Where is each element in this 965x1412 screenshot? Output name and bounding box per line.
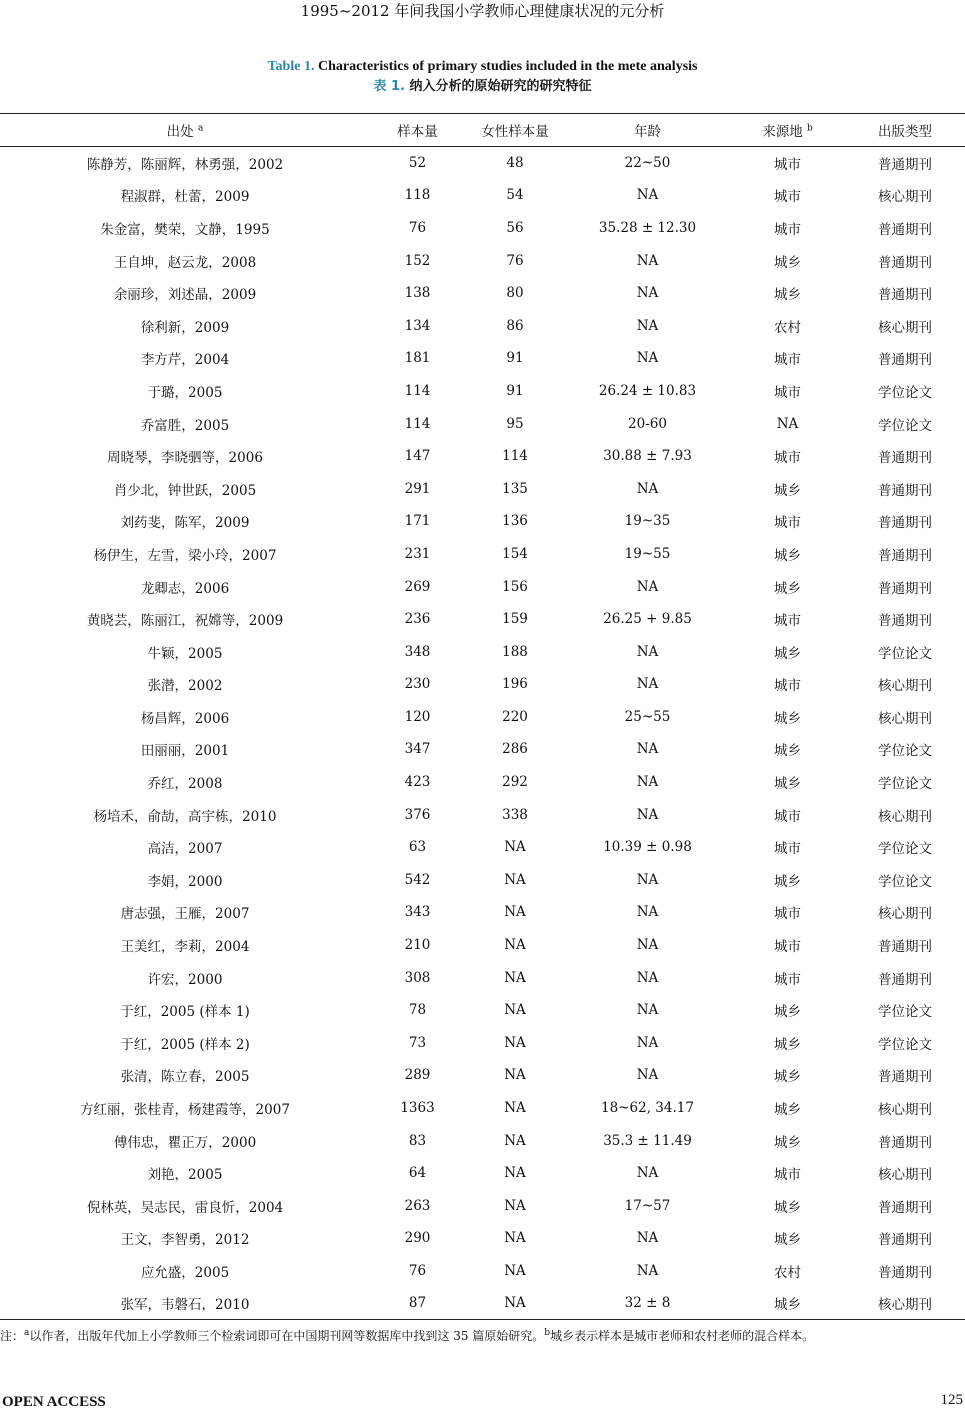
cell-age: NA [636, 1230, 659, 1247]
column-header-label: 年龄 [634, 124, 661, 140]
cell-source: 龙卿志，2006 [140, 580, 230, 597]
cell-female-sample: 54 [506, 187, 524, 204]
cell-publication-type: 普通期刊 [878, 221, 932, 238]
cell-age: NA [636, 741, 659, 758]
cell-source: 应允盛，2005 [140, 1264, 230, 1281]
cell-female-sample: NA [504, 1100, 526, 1117]
cell-sample-size: 291 [404, 480, 431, 497]
table-row [0, 864, 965, 897]
cell-publication-type: 学位论文 [878, 873, 932, 890]
table-row [0, 1287, 965, 1320]
note-sup-a: a [24, 1328, 30, 1338]
cell-origin: 城乡 [774, 254, 801, 271]
cell-origin: 城市 [774, 157, 801, 174]
cell-origin: 城市 [774, 352, 801, 369]
cell-source: 杨培禾，俞劼，高宇栋，2010 [93, 808, 277, 825]
cell-publication-type: 普通期刊 [878, 939, 932, 956]
cell-sample-size: 118 [404, 187, 431, 204]
cell-female-sample: 76 [506, 252, 524, 269]
column-header [370, 114, 465, 147]
studies-table [0, 113, 965, 1320]
table-row [0, 1027, 965, 1060]
cell-source: 朱金富，樊荣，文静，1995 [100, 221, 270, 238]
cell-source: 余丽珍，刘述晶，2009 [113, 287, 257, 304]
cell-age: NA [636, 871, 659, 888]
note-text-b: 城乡表示样本是城市老师和农村老师的混合样本。 [550, 1329, 815, 1343]
cell-origin: 农村 [774, 1264, 801, 1281]
cell-publication-type: 普通期刊 [878, 157, 932, 174]
cell-female-sample: NA [504, 1230, 526, 1247]
cell-sample-size: 210 [404, 937, 431, 954]
cell-female-sample: 48 [506, 155, 524, 172]
cell-sample-size: 236 [404, 611, 431, 628]
cell-publication-type: 核心期刊 [845, 1287, 965, 1320]
cell-age: 26.24 ± 10.83 [598, 382, 697, 399]
cell-age: 19~35 [624, 513, 671, 530]
cell-origin: 城市 [774, 189, 801, 206]
cell-female-sample: 154 [502, 545, 528, 562]
cell-publication-type: 普通期刊 [878, 1134, 932, 1151]
cell-publication-type: 普通期刊 [878, 1232, 932, 1249]
cell-female-sample: NA [504, 937, 526, 954]
table-row [0, 766, 965, 799]
cell-source: 刘艳，2005 [147, 1167, 223, 1184]
cell-age: 22~50 [624, 155, 671, 172]
cell-sample-size: 290 [404, 1230, 431, 1247]
cell-publication-type: 学位论文 [878, 417, 932, 434]
cell-female-sample: 338 [502, 806, 528, 823]
cell-female-sample: NA [504, 1262, 526, 1279]
cell-source: 周晓琴，李晓驷等，2006 [107, 450, 263, 467]
cell-female-sample: NA [504, 1034, 526, 1051]
cell-publication-type: 普通期刊 [878, 1069, 932, 1086]
cell-sample-size: 64 [408, 1165, 427, 1182]
cell-publication-type: 核心期刊 [878, 906, 932, 923]
cell-age: 32 ± 8 [565, 1287, 730, 1320]
note-sup-b: b [544, 1328, 551, 1338]
cell-source: 李方芹，2004 [140, 352, 230, 369]
cell-age: NA [636, 1067, 659, 1084]
cell-sample-size: 263 [404, 1197, 431, 1214]
cell-female-sample: 292 [502, 774, 528, 791]
column-header-footnote-mark: b [807, 123, 813, 134]
cell-publication-type: 学位论文 [878, 645, 932, 662]
column-header [730, 114, 845, 147]
cell-source: 王美红，李莉，2004 [120, 939, 250, 956]
cell-age: NA [636, 904, 659, 921]
cell-age: NA [636, 285, 659, 302]
cell-sample-size: 73 [408, 1034, 427, 1051]
column-header-label: 女性样本量 [481, 124, 549, 140]
cell-female-sample: 188 [502, 643, 528, 660]
cell-publication-type: 普通期刊 [878, 254, 932, 271]
cell-age: NA [636, 1262, 659, 1279]
table-row [0, 1059, 965, 1092]
cell-source: 于璐，2005 [147, 384, 223, 401]
cell-sample-size: 52 [408, 155, 427, 172]
cell-female-sample: 91 [506, 382, 524, 399]
table-row [0, 407, 965, 440]
cell-source: 乔红，2008 [147, 776, 223, 793]
cell-publication-type: 核心期刊 [878, 1167, 932, 1184]
cell-age: NA [636, 1034, 659, 1051]
cell-source: 张潜，2002 [147, 678, 223, 695]
cell-origin: 城市 [774, 841, 801, 858]
cell-origin: 城乡 [774, 287, 801, 304]
cell-source: 陈静芳，陈丽辉，林勇强，2002 [86, 157, 284, 174]
table-row [0, 701, 965, 734]
cell-source: 杨伊生，左雪，梁小玲，2007 [93, 547, 277, 564]
cell-age: NA [636, 252, 659, 269]
table-row [0, 635, 965, 668]
cell-publication-type: 核心期刊 [878, 319, 932, 336]
cell-origin: 城市 [774, 384, 801, 401]
cell-sample-size: 269 [404, 578, 431, 595]
cell-female-sample: NA [504, 1002, 526, 1019]
cell-sample-size: 347 [404, 741, 431, 758]
column-header [565, 114, 730, 147]
cell-age: NA [636, 480, 659, 497]
cell-female-sample: 91 [506, 350, 524, 367]
cell-publication-type: 学位论文 [878, 776, 932, 793]
table-row [0, 472, 965, 505]
cell-sample-size: 230 [404, 676, 431, 693]
cell-sample-size: 114 [404, 382, 431, 399]
table-row [0, 1157, 965, 1190]
cell-origin: 城乡 [774, 1232, 801, 1249]
cell-age: 20-60 [628, 415, 667, 432]
cell-sample-size: 542 [404, 871, 431, 888]
cell-sample-size: 181 [404, 350, 431, 367]
cell-publication-type: 普通期刊 [878, 580, 932, 597]
table-row [0, 309, 965, 342]
cell-age: NA [636, 937, 659, 954]
cell-female-sample: NA [504, 1197, 526, 1214]
table-row [0, 668, 965, 701]
cell-source: 许宏，2000 [147, 971, 223, 988]
cell-age: NA [636, 774, 659, 791]
cell-female-sample: NA [504, 1067, 526, 1084]
cell-sample-size: 76 [408, 1262, 427, 1279]
cell-age: NA [636, 350, 659, 367]
cell-age: NA [636, 806, 659, 823]
column-header-footnote-mark: a [197, 123, 204, 134]
table-row [0, 1255, 965, 1288]
cell-origin: 城乡 [774, 1004, 801, 1021]
cell-age: NA [636, 1165, 659, 1182]
caption-en-title: Characteristics of primary studies included in the mete analysis [317, 59, 698, 74]
cell-source: 程淑群，杜蕾，2009 [120, 189, 250, 206]
cell-sample-size: 348 [404, 643, 431, 660]
cell-age: NA [636, 643, 659, 660]
cell-female-sample: 135 [502, 480, 528, 497]
cell-source: 徐利新，2009 [140, 319, 230, 336]
studies-table-container [0, 113, 965, 1320]
cell-age: 35.3 ± 11.49 [603, 1132, 692, 1149]
cell-female-sample: 136 [502, 513, 528, 530]
cell-age: 30.88 ± 7.93 [603, 448, 692, 465]
cell-source: 乔富胜，2005 [140, 417, 230, 434]
cell-source: 田丽丽，2001 [140, 743, 230, 760]
cell-publication-type: 普通期刊 [878, 287, 932, 304]
cell-sample-size: 78 [408, 1002, 427, 1019]
cell-publication-type: 普通期刊 [878, 482, 932, 499]
cell-sample-size: 63 [408, 839, 427, 856]
cell-publication-type: 核心期刊 [878, 678, 932, 695]
cell-source: 王自坤，赵云龙，2008 [113, 254, 257, 271]
cell-female-sample: 286 [502, 741, 528, 758]
running-title: 1995~2012 年间我国小学教师心理健康状况的元分析 [300, 2, 665, 20]
cell-origin: 城乡 [774, 645, 801, 662]
cell-source: 牛颖，2005 [147, 645, 223, 662]
cell-origin: 城市 [774, 1167, 801, 1184]
column-header [465, 114, 565, 147]
cell-source: 肖少北，钟世跃，2005 [113, 482, 257, 499]
table-row [0, 342, 965, 375]
cell-origin: 城乡 [774, 776, 801, 793]
note-text-a: 以作者，出版年代加上小学教师三个检索词即可在中国期刊网等数据库中找到这 35 篇原始研究。 [29, 1329, 545, 1343]
cell-age: 25~55 [624, 708, 671, 725]
table-row [0, 179, 965, 212]
cell-age: NA [636, 187, 659, 204]
cell-publication-type: 普通期刊 [878, 515, 932, 532]
cell-sample-size: 134 [404, 317, 431, 334]
cell-sample-size: 138 [404, 285, 431, 302]
cell-publication-type: 学位论文 [878, 1036, 932, 1053]
cell-publication-type: 核心期刊 [878, 808, 932, 825]
cell-female-sample: 156 [502, 578, 528, 595]
open-access-label: OPEN ACCESS [2, 1394, 106, 1410]
cell-age: 19~55 [624, 545, 671, 562]
cell-origin: 城市 [774, 678, 801, 695]
cell-publication-type: 学位论文 [878, 1004, 932, 1021]
cell-source: 于红，2005 (样本 2) [120, 1036, 250, 1053]
column-header-label: 来源地 [762, 124, 803, 140]
cell-origin: 城乡 [774, 482, 801, 499]
cell-female-sample: 220 [502, 708, 528, 725]
table-body [0, 147, 965, 1320]
cell-sample-size: 308 [404, 969, 431, 986]
cell-female-sample: NA [504, 1165, 526, 1182]
cell-age: NA [636, 676, 659, 693]
cell-source: 唐志强，王雁，2007 [120, 906, 250, 923]
cell-publication-type: 普通期刊 [878, 352, 932, 369]
cell-origin: NA [776, 415, 799, 432]
cell-source: 于红，2005 (样本 1) [120, 1004, 250, 1021]
table-row [0, 440, 965, 473]
cell-sample-size: 343 [404, 904, 431, 921]
cell-sample-size: 152 [404, 252, 431, 269]
cell-origin: 城市 [774, 939, 801, 956]
table-row [0, 212, 965, 245]
cell-female-sample: 56 [506, 219, 524, 236]
cell-source: 高洁，2007 [147, 841, 223, 858]
column-header-label: 出处 [166, 124, 194, 140]
cell-origin: 城乡 [774, 547, 801, 564]
cell-female-sample: NA [504, 839, 526, 856]
table-row [0, 570, 965, 603]
column-header [845, 114, 965, 147]
cell-female-sample: NA [465, 1287, 565, 1320]
cell-origin: 城市 [774, 450, 801, 467]
cell-publication-type: 学位论文 [878, 384, 932, 401]
cell-publication-type: 核心期刊 [878, 189, 932, 206]
table-row [0, 147, 965, 180]
page-number: 125 [940, 1392, 963, 1408]
cell-age: 17~57 [624, 1197, 671, 1214]
cell-publication-type: 普通期刊 [878, 1199, 932, 1216]
cell-source: 杨昌辉，2006 [140, 710, 230, 727]
cell-sample-size: 83 [408, 1132, 427, 1149]
cell-sample-size: 171 [404, 513, 431, 530]
cell-publication-type: 普通期刊 [878, 547, 932, 564]
cell-source: 张军，韦磐石，2010 [0, 1287, 370, 1320]
table-row [0, 961, 965, 994]
table-row [0, 929, 965, 962]
cell-age: NA [636, 969, 659, 986]
cell-age: NA [636, 578, 659, 595]
cell-publication-type: 学位论文 [878, 841, 932, 858]
cell-sample-size: 289 [404, 1067, 431, 1084]
cell-sample-size: 147 [404, 448, 431, 465]
cell-origin: 城市 [774, 221, 801, 238]
table-row [0, 505, 965, 538]
table-row [0, 603, 965, 636]
cell-sample-size: 114 [404, 415, 431, 432]
cell-origin: 城乡 [774, 873, 801, 890]
cell-sample-size: 1363 [400, 1100, 435, 1117]
table-row [0, 994, 965, 1027]
cell-female-sample: 114 [502, 448, 528, 465]
cell-sample-size: 376 [404, 806, 431, 823]
cell-origin: 城乡 [774, 1134, 801, 1151]
cell-age: 35.28 ± 12.30 [598, 219, 697, 236]
table-row [0, 538, 965, 571]
cell-female-sample: NA [504, 904, 526, 921]
table-row [0, 1190, 965, 1223]
cell-publication-type: 核心期刊 [878, 710, 932, 727]
cell-origin: 城乡 [774, 743, 801, 760]
cell-female-sample: NA [504, 969, 526, 986]
cell-source: 黄晓芸，陈丽江，祝嫦等，2009 [86, 613, 284, 630]
cell-female-sample: 159 [502, 611, 528, 628]
cell-origin: 城乡 [730, 1287, 845, 1320]
cell-female-sample: NA [504, 1132, 526, 1149]
cell-age: 10.39 ± 0.98 [603, 839, 692, 856]
caption-zh-title: 纳入分析的原始研究的研究特征 [409, 79, 592, 94]
cell-source: 傅伟忠，瞿正万，2000 [113, 1134, 257, 1151]
cell-origin: 城市 [774, 613, 801, 630]
table-row [0, 375, 965, 408]
cell-female-sample: 86 [506, 317, 524, 334]
cell-origin: 城市 [774, 971, 801, 988]
cell-origin: 城乡 [774, 710, 801, 727]
cell-origin: 城乡 [774, 580, 801, 597]
cell-source: 王文，李智勇，2012 [120, 1232, 250, 1249]
cell-origin: 农村 [774, 319, 801, 336]
note-prefix: 注： [0, 1329, 25, 1343]
cell-source: 张清，陈立春，2005 [120, 1069, 250, 1086]
table-row [0, 798, 965, 831]
cell-source: 李娟，2000 [147, 873, 223, 890]
cell-female-sample: 80 [506, 285, 524, 302]
cell-publication-type: 普通期刊 [878, 450, 932, 467]
cell-origin: 城市 [774, 906, 801, 923]
table-row [0, 244, 965, 277]
cell-sample-size: 76 [408, 219, 427, 236]
cell-age: NA [636, 317, 659, 334]
cell-publication-type: 普通期刊 [878, 971, 932, 988]
table-caption-en [0, 58, 965, 76]
caption-en-label: Table 1. [267, 59, 315, 74]
table-header-row [0, 114, 965, 147]
cell-female-sample: NA [504, 871, 526, 888]
cell-sample-size: 423 [404, 774, 431, 791]
table-row [0, 831, 965, 864]
cell-publication-type: 学位论文 [878, 743, 932, 760]
cell-age: NA [636, 1002, 659, 1019]
table-row [0, 733, 965, 766]
cell-source: 方红丽，张桂青，杨建霞等，2007 [80, 1102, 290, 1119]
cell-age: 18~62, 34.17 [601, 1100, 694, 1117]
cell-sample-size: 120 [404, 708, 431, 725]
table-row [0, 1124, 965, 1157]
table-row [0, 896, 965, 929]
cell-origin: 城市 [774, 515, 801, 532]
cell-publication-type: 核心期刊 [878, 1102, 932, 1119]
cell-origin: 城乡 [774, 1069, 801, 1086]
cell-age: 26.25 + 9.85 [603, 611, 692, 628]
cell-publication-type: 普通期刊 [878, 613, 932, 630]
cell-origin: 城乡 [774, 1199, 801, 1216]
table-note [0, 1327, 965, 1345]
cell-sample-size: 231 [404, 545, 431, 562]
cell-source: 刘药斐，陈军，2009 [120, 515, 250, 532]
cell-female-sample: 95 [506, 415, 524, 432]
table-row [0, 1222, 965, 1255]
column-header [0, 114, 370, 147]
table-row [0, 1092, 965, 1125]
cell-female-sample: 196 [502, 676, 528, 693]
cell-origin: 城市 [774, 808, 801, 825]
column-header-label: 样本量 [397, 124, 438, 140]
cell-origin: 城乡 [774, 1102, 801, 1119]
cell-source: 倪林英，吴志民，雷良忻，2004 [86, 1199, 284, 1216]
cell-origin: 城乡 [774, 1036, 801, 1053]
caption-zh-label: 表 1. [373, 79, 405, 94]
table-row [0, 277, 965, 310]
table-caption-zh [0, 78, 965, 96]
cell-publication-type: 普通期刊 [878, 1264, 932, 1281]
column-header-label: 出版类型 [878, 124, 932, 140]
cell-sample-size: 87 [370, 1287, 465, 1320]
